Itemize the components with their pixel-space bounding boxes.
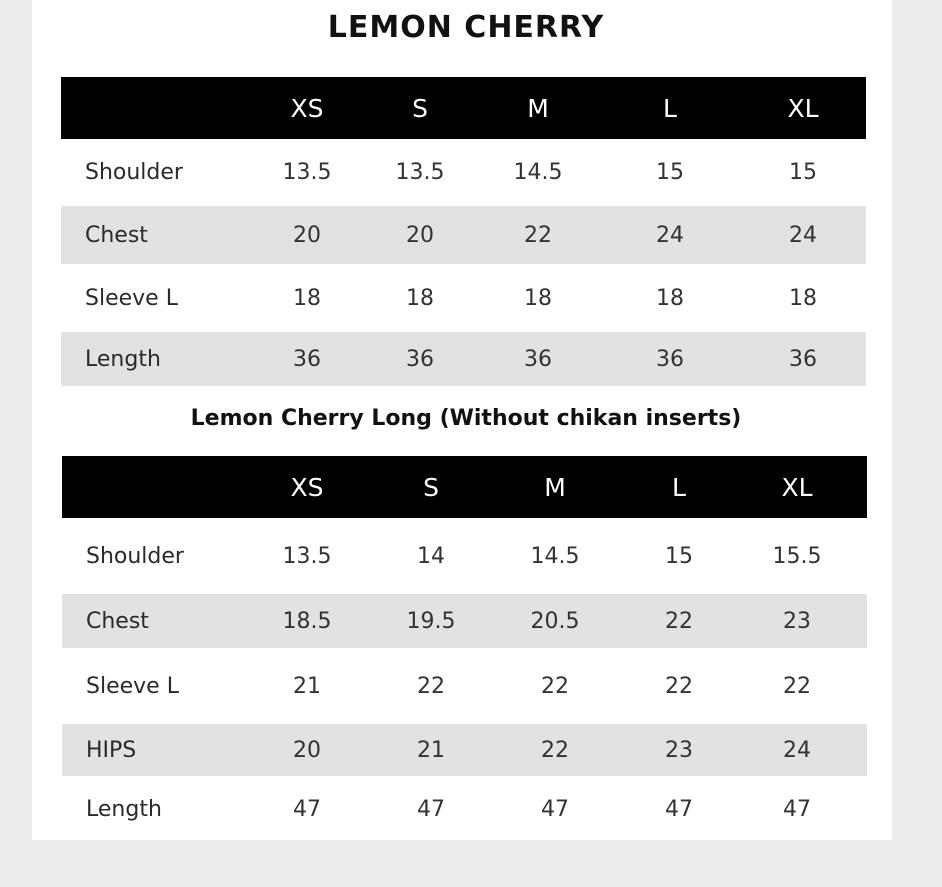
row-label: HIPS (86, 737, 137, 763)
table-cell: 47 (665, 796, 693, 822)
table-cell: 22 (665, 673, 693, 699)
size-header-l: L (672, 472, 686, 502)
table-cell: 14.5 (530, 543, 580, 569)
table-cell: 23 (665, 737, 693, 763)
table-cell: 15 (789, 160, 817, 185)
table-cell: 36 (656, 346, 684, 372)
table-cell: 22 (417, 673, 445, 699)
table-cell: 15 (665, 543, 693, 569)
table-cell: 13.5 (395, 160, 445, 185)
row-label: Sleeve L (86, 673, 179, 699)
table-row (61, 332, 866, 386)
table-cell: 21 (417, 737, 445, 763)
table-cell: 14.5 (513, 160, 563, 185)
size-header-xs: XS (290, 472, 324, 502)
table-cell: 18 (656, 285, 684, 311)
table-row (61, 139, 866, 206)
table-cell: 13.5 (282, 543, 332, 569)
row-label: Chest (85, 222, 148, 248)
table-cell: 36 (524, 346, 552, 372)
table-row (62, 724, 867, 776)
table-row (61, 264, 866, 332)
size-table-lemon-cherry (61, 77, 866, 386)
table-cell: 13.5 (282, 160, 332, 185)
row-label: Sleeve L (85, 285, 178, 311)
table-row (61, 206, 866, 264)
table-cell: 24 (789, 222, 817, 248)
table-row (62, 648, 867, 724)
row-label: Shoulder (85, 160, 183, 185)
size-header-xs: XS (290, 93, 324, 123)
table-header-row (61, 77, 866, 139)
table-cell: 22 (524, 222, 552, 248)
chart-subtitle: Lemon Cherry Long (Without chikan inserts) (190, 406, 742, 431)
table-cell: 22 (783, 673, 811, 699)
row-label: Length (86, 796, 162, 822)
table-cell: 21 (293, 673, 321, 699)
table-cell: 18 (789, 285, 817, 311)
row-label: Length (85, 346, 161, 372)
table-cell: 15.5 (772, 543, 822, 569)
table-cell: 24 (656, 222, 684, 248)
size-header-s: S (412, 93, 428, 123)
table-cell: 36 (789, 346, 817, 372)
table-row (62, 776, 867, 842)
size-header-s: S (423, 472, 439, 502)
table-cell: 47 (417, 796, 445, 822)
table-header-row (62, 456, 867, 518)
table-row (62, 594, 867, 648)
table-cell: 20.5 (530, 608, 580, 634)
table-cell: 36 (406, 346, 434, 372)
table-cell: 18.5 (282, 608, 332, 634)
table-cell: 47 (293, 796, 321, 822)
table-cell: 47 (783, 796, 811, 822)
size-header-l: L (663, 93, 677, 123)
size-header-xl: XL (781, 472, 813, 502)
table-cell: 24 (783, 737, 811, 763)
size-header-m: M (527, 93, 549, 123)
chart-title: LEMON CHERRY (327, 10, 605, 45)
table-cell: 23 (783, 608, 811, 634)
table-row (62, 518, 867, 594)
table-cell: 19.5 (406, 608, 456, 634)
table-cell: 22 (665, 608, 693, 634)
row-label: Chest (86, 608, 149, 634)
table-cell: 22 (541, 737, 569, 763)
size-header-m: M (544, 472, 566, 502)
table-cell: 18 (406, 285, 434, 311)
table-cell: 20 (406, 222, 434, 248)
size-header-xl: XL (787, 93, 819, 123)
table-cell: 20 (293, 737, 321, 763)
table-cell: 15 (656, 160, 684, 185)
table-cell: 22 (541, 673, 569, 699)
table-cell: 36 (293, 346, 321, 372)
table-cell: 18 (293, 285, 321, 311)
table-cell: 20 (293, 222, 321, 248)
size-table-lemon-cherry-long (62, 456, 867, 842)
table-cell: 14 (417, 543, 445, 569)
table-cell: 18 (524, 285, 552, 311)
table-cell: 47 (541, 796, 569, 822)
row-label: Shoulder (86, 543, 184, 569)
